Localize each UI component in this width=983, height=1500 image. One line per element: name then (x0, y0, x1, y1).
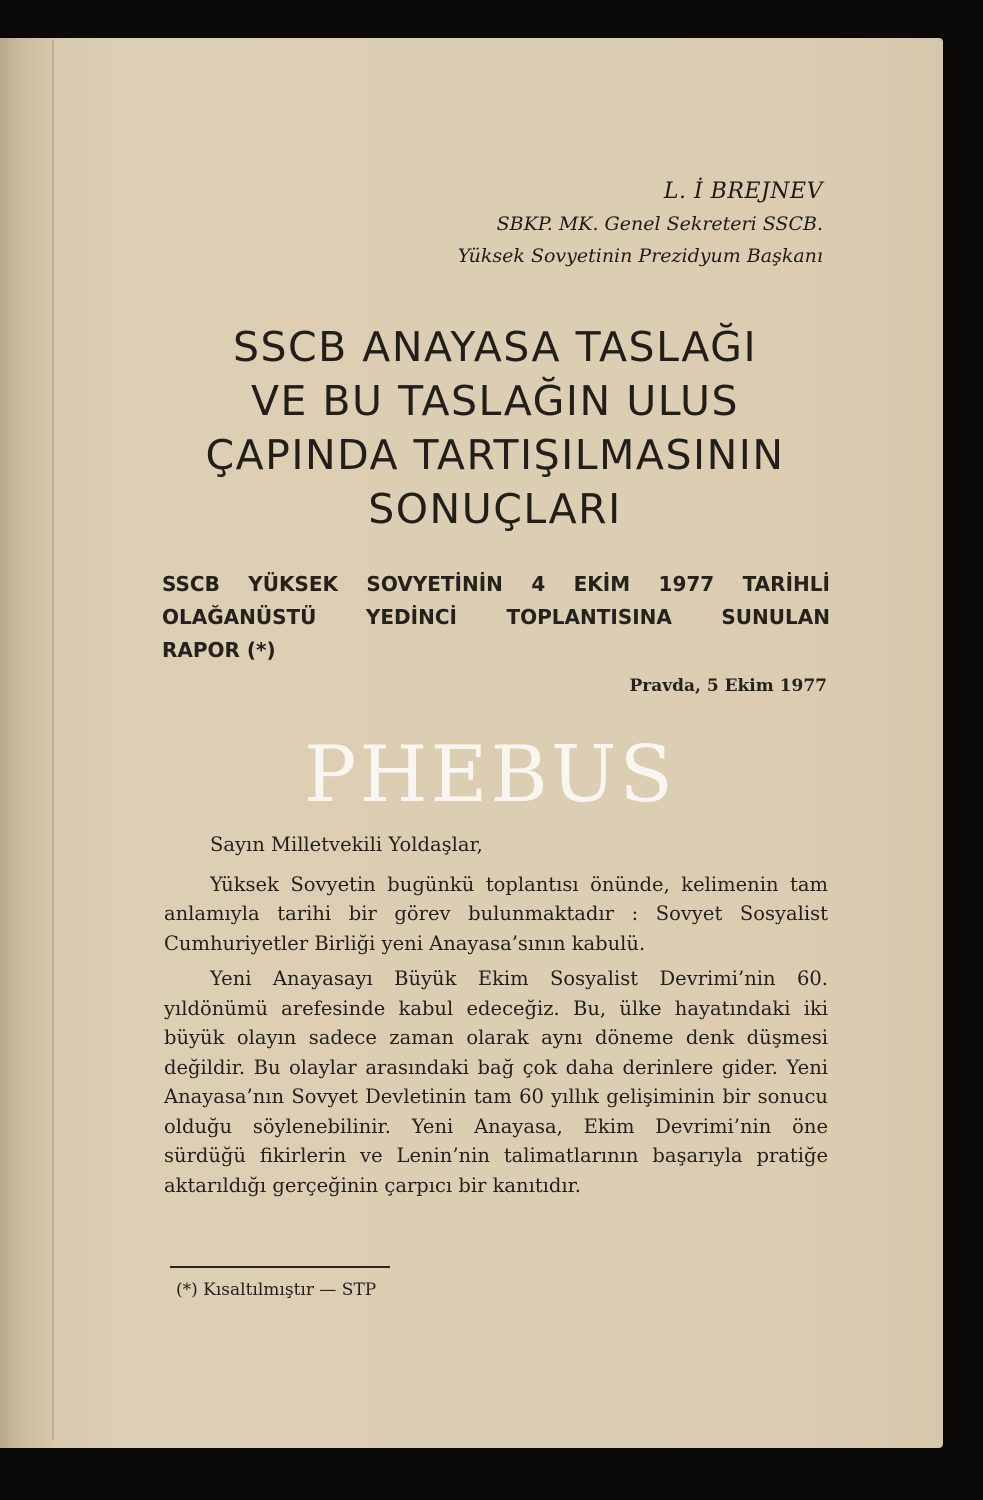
subtitle-word: SUNULAN (721, 605, 830, 629)
subtitle-line-2 (162, 601, 830, 634)
subtitle-word: 4 (531, 572, 546, 596)
watermark: PHEBUS (304, 730, 676, 820)
subtitle-line-1 (162, 568, 830, 601)
paragraph-1: Yüksek Sovyetin bugünkü toplantısı önünde, kelimenin tam anlamıyla tarihi bir görev bulunmaktadır : Sovyet Sosyalist Cumhuriyetler Birliği yeni Anayasa’sının kabulü. (164, 872, 828, 955)
author-role-line-1: SBKP. MK. Genel Sekreteri SSCB. (496, 213, 823, 235)
title-line-4: SONUÇLARI (368, 485, 622, 533)
footnote-divider (170, 1266, 390, 1268)
subtitle-word: YEDİNCİ (365, 605, 457, 629)
salutation: Sayın Milletvekili Yoldaşlar, (210, 833, 483, 856)
page-title (150, 320, 840, 536)
subtitle-word: YÜKSEK (248, 572, 339, 596)
author-name: L. İ BREJNEV (663, 179, 823, 204)
title-line-3: ÇAPINDA TARTIŞILMASININ (205, 431, 785, 479)
title-line-2: VE BU TASLAĞIN ULUS (250, 377, 740, 425)
page-gutter (0, 38, 58, 1448)
body-text (164, 830, 828, 1206)
author-block (458, 176, 823, 272)
subtitle-word: EKİM (573, 572, 631, 596)
source-citation: Pravda, 5 Ekim 1977 (629, 676, 827, 696)
subtitle-word: TARİHLİ (742, 572, 830, 596)
author-role-line-2: Yüksek Sovyetinin Prezidyum Başkanı (457, 245, 823, 267)
subtitle-word: SSCB (162, 572, 220, 596)
subtitle-word: 1977 (658, 572, 715, 596)
footnote: (*) Kısaltılmıştır — STP (176, 1280, 377, 1300)
report-subtitle (162, 568, 830, 667)
subtitle-word: SOVYETİNİN (366, 572, 503, 596)
paragraph-2: Yeni Anayasayı Büyük Ekim Sosyalist Devrimi’nin 60. yıldönümü arefesinde kabul edeceğiz. Bu, ülke hayatındaki iki büyük olayın sadece zaman olarak aynı döneme denk düşmesi değildir. Bu olaylar arasındaki bağ çok daha derinlere gider. Yeni Anayasa’nın Sovyet Devletinin tam 60 yıllık gelişiminin bir sonucu olduğu söylenebilinir. Yeni Anayasa, Ekim Devrimi’nin öne sürdüğü fikirlerin ve Lenin’nin talimatlarının başarıyla pratiğe aktarıldığı gerçeğinin çarpıcı bir kanıtıdır. (164, 967, 828, 1197)
title-line-1: SSCB ANAYASA TASLAĞI (232, 323, 758, 371)
page-fold-line (52, 40, 54, 1440)
subtitle-word: OLAĞANÜSTÜ (162, 605, 317, 629)
subtitle-line-3: RAPOR (*) (162, 638, 276, 662)
subtitle-word: TOPLANTISINA (506, 605, 672, 629)
